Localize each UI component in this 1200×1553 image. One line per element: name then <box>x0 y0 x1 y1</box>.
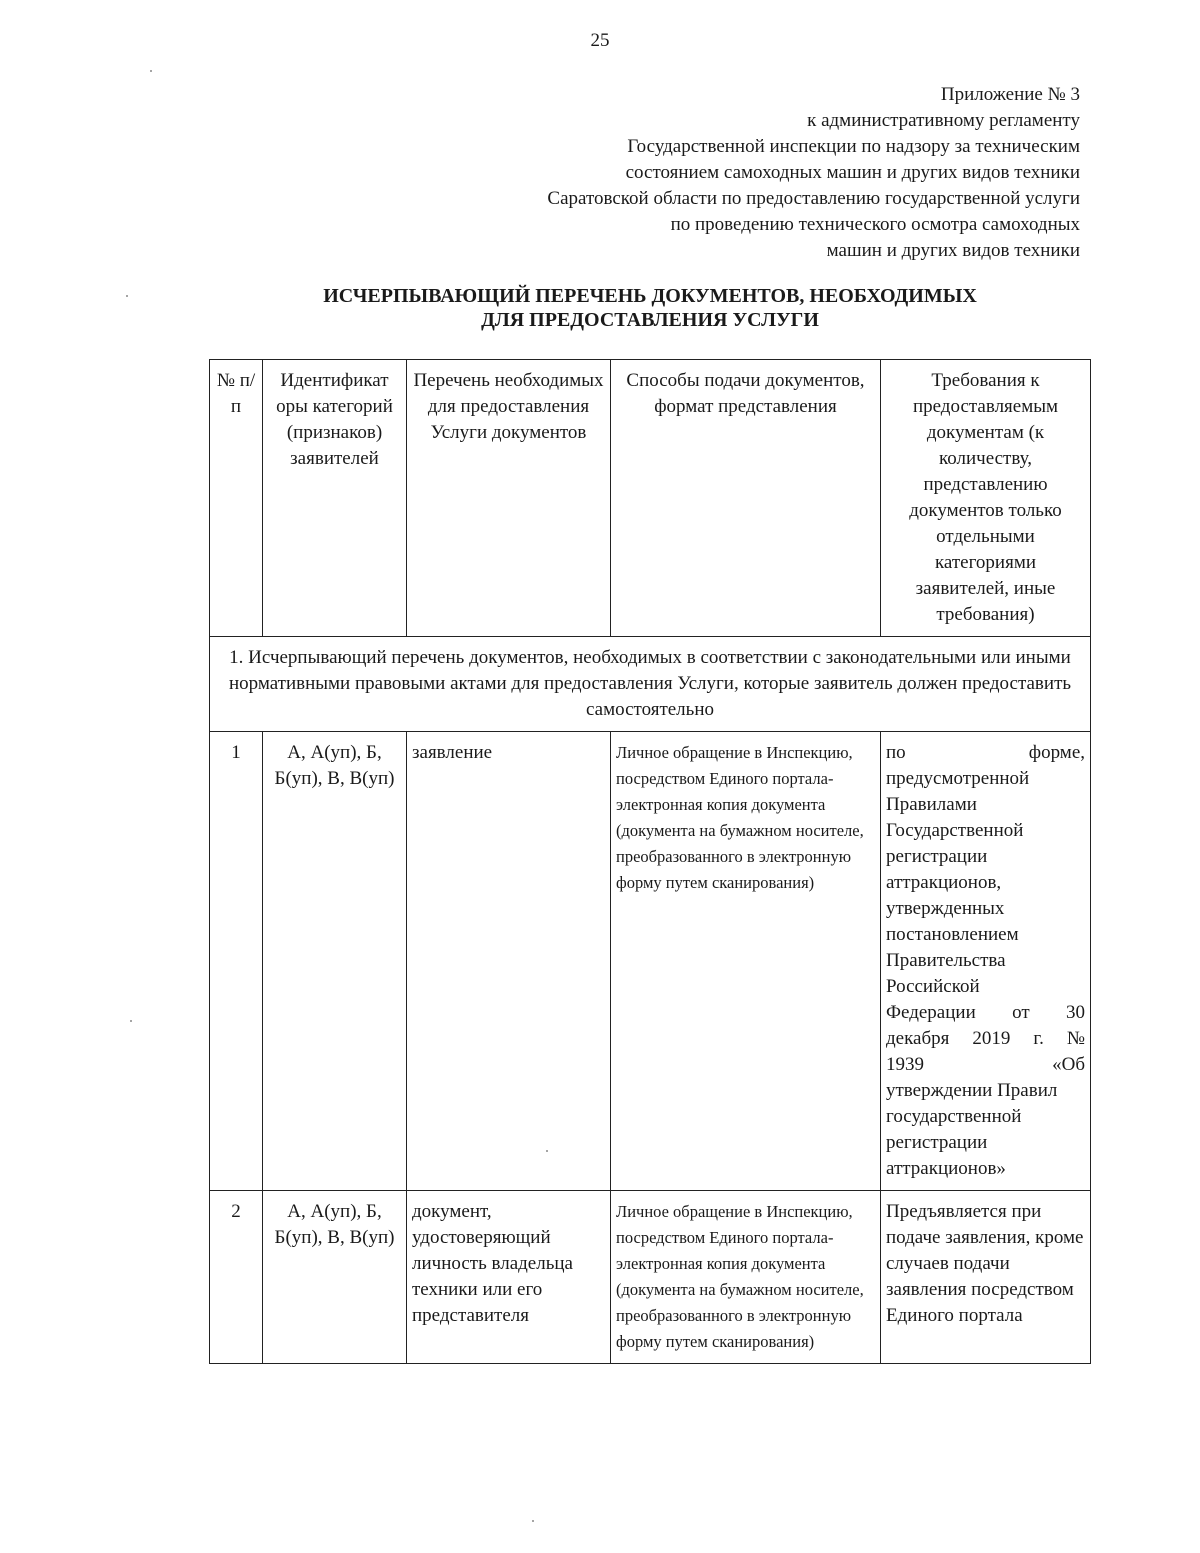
row-categories: А, А(уп), Б, Б(уп), В, В(уп) <box>263 1191 407 1364</box>
appendix-line: Саратовской области по предоставлению государственной услуги <box>547 188 1080 209</box>
appendix-block <box>547 82 1080 264</box>
req-text: Федерации <box>886 1002 976 1023</box>
row-number: 1 <box>210 732 263 1191</box>
scan-speck <box>546 1150 548 1152</box>
row-method: Личное обращение в Инспекцию, посредством Единого портала- электронная копия документа (документа на бумажном носителе, преобразованного в электронную форму путем сканирования) <box>611 1191 881 1364</box>
documents-table <box>209 359 1091 1364</box>
table-row <box>210 1191 1091 1364</box>
appendix-line: машин и других видов техники <box>826 240 1080 261</box>
row-number: 2 <box>210 1191 263 1364</box>
header-documents: Перечень необходимых для предоставления Услуги документов <box>407 360 611 637</box>
scan-speck <box>126 295 128 297</box>
row-requirements: Предъявляется при подаче заявления, кроме случаев подачи заявления посредством Единого портала <box>881 1191 1091 1364</box>
req-text: предусмотренной Правилами Государственной регистрации аттракционов, утвержденных постановлением Правительства Российской <box>886 768 1030 997</box>
row-categories: А, А(уп), Б, Б(уп), В, В(уп) <box>263 732 407 1191</box>
appendix-line: состоянием самоходных машин и других видов техники <box>625 162 1080 183</box>
scan-speck <box>150 70 152 72</box>
header-requirements: Требования к предоставляемым документам (к количеству, представлению документов только отдельными категориями заявителей, иные требования) <box>881 360 1091 637</box>
req-text: № <box>1066 1028 1085 1049</box>
req-text: декабря <box>886 1028 950 1049</box>
req-text: от <box>1012 1002 1030 1023</box>
scan-speck <box>130 1020 132 1022</box>
document-title <box>0 284 1200 332</box>
section-title: 1. Исчерпывающий перечень документов, необходимых в соответствии с законодательными или иными нормативными правовыми актами для предоставления Услуги, которые заявитель должен предоставить самостоятельно <box>210 637 1091 732</box>
scan-speck <box>532 1520 534 1522</box>
req-text: г. <box>1033 1028 1044 1049</box>
req-text: по <box>886 742 906 763</box>
row-document: заявление <box>407 732 611 1191</box>
header-categories: Идентификат оры категорий (признаков) заявителей <box>263 360 407 637</box>
req-text: форме, <box>1028 742 1085 763</box>
header-methods: Способы подачи документов, формат представления <box>611 360 881 637</box>
appendix-line: Государственной инспекции по надзору за техническим <box>627 136 1080 157</box>
table-row <box>210 732 1091 1191</box>
req-text: утверждении Правил государственной регистрации аттракционов» <box>886 1080 1058 1179</box>
row-document: документ, удостоверяющий личность владельца техники или его представителя <box>407 1191 611 1364</box>
section-row <box>210 637 1091 732</box>
title-line: ИСЧЕРПЫВАЮЩИЙ ПЕРЕЧЕНЬ ДОКУМЕНТОВ, НЕОБХОДИМЫХ <box>323 285 977 307</box>
req-text: 2019 <box>972 1028 1011 1049</box>
header-number: № п/п <box>210 360 263 637</box>
req-text: «Об <box>1052 1054 1085 1075</box>
appendix-line: к административному регламенту <box>807 110 1080 131</box>
title-line: ДЛЯ ПРЕДОСТАВЛЕНИЯ УСЛУГИ <box>481 309 819 331</box>
req-text: 1939 <box>886 1054 924 1075</box>
page-number: 25 <box>590 30 610 51</box>
req-text: 30 <box>1065 1002 1085 1023</box>
table-header-row <box>210 360 1091 637</box>
row-requirements <box>881 732 1091 1191</box>
appendix-line: Приложение № 3 <box>940 84 1080 105</box>
appendix-line: по проведению технического осмотра самоходных <box>670 214 1080 235</box>
row-method: Личное обращение в Инспекцию, посредством Единого портала- электронная копия документа (документа на бумажном носителе, преобразованного в электронную форму путем сканирования) <box>611 732 881 1191</box>
